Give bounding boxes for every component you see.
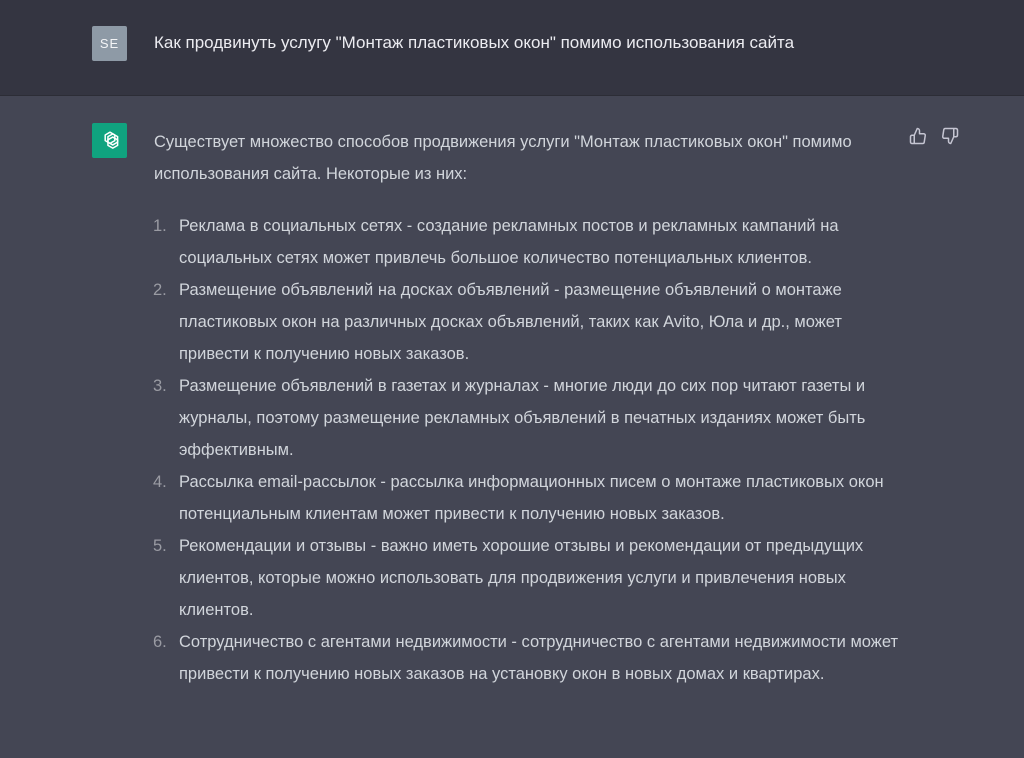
answer-list	[154, 210, 904, 690]
feedback-buttons	[908, 126, 960, 146]
list-item-number: 3.	[153, 377, 167, 395]
list-item-number: 1.	[153, 217, 167, 235]
list-item-text: Размещение объявлений в газетах и журналах - многие люди до сих пор читают газеты и журналы, поэтому размещение рекламных объявлений в печатных изданиях может быть эффективным.	[179, 377, 866, 459]
list-item-number: 5.	[153, 537, 167, 555]
list-item	[154, 530, 904, 626]
list-item-text: Сотрудничество с агентами недвижимости - сотрудничество с агентами недвижимости может привести к получению новых заказов на установку окон в новых домах и квартирах.	[179, 633, 899, 683]
user-avatar: SE	[92, 26, 127, 61]
thumbs-down-icon[interactable]	[940, 126, 960, 146]
list-item-text: Размещение объявлений на досках объявлений - размещение объявлений о монтаже пластиковых окон на различных досках объявлений, таких как Avito, Юла и др., может привести к получению новых заказов.	[179, 281, 842, 363]
assistant-answer	[154, 126, 904, 690]
user-message-row	[0, 0, 1024, 96]
list-item-number: 6.	[153, 633, 167, 651]
thumbs-up-icon[interactable]	[908, 126, 928, 146]
list-item	[154, 466, 904, 530]
list-item	[154, 626, 904, 690]
assistant-message-row	[0, 96, 1024, 758]
list-item-text: Рассылка email-рассылок - рассылка информационных писем о монтаже пластиковых окон потенциальным клиентам может привести к получению новых заказов.	[179, 473, 884, 523]
answer-intro: Существует множество способов продвижения услуги "Монтаж пластиковых окон" помимо использования сайта. Некоторые из них:	[154, 133, 852, 183]
list-item	[154, 370, 904, 466]
list-item-number: 2.	[153, 281, 167, 299]
user-message-text: Как продвинуть услугу "Монтаж пластиковых окон" помимо использования сайта	[154, 33, 795, 52]
list-item	[154, 210, 904, 274]
list-item-text: Реклама в социальных сетях - создание рекламных постов и рекламных кампаний на социальных сетях может привлечь большое количество потенциальных клиентов.	[179, 217, 839, 267]
list-item-number: 4.	[153, 473, 167, 491]
list-item-text: Рекомендации и отзывы - важно иметь хорошие отзывы и рекомендации от предыдущих клиентов, которые можно использовать для продвижения услуги и привлечения новых клиентов.	[179, 537, 864, 619]
list-item	[154, 274, 904, 370]
openai-logo-icon	[92, 123, 127, 158]
